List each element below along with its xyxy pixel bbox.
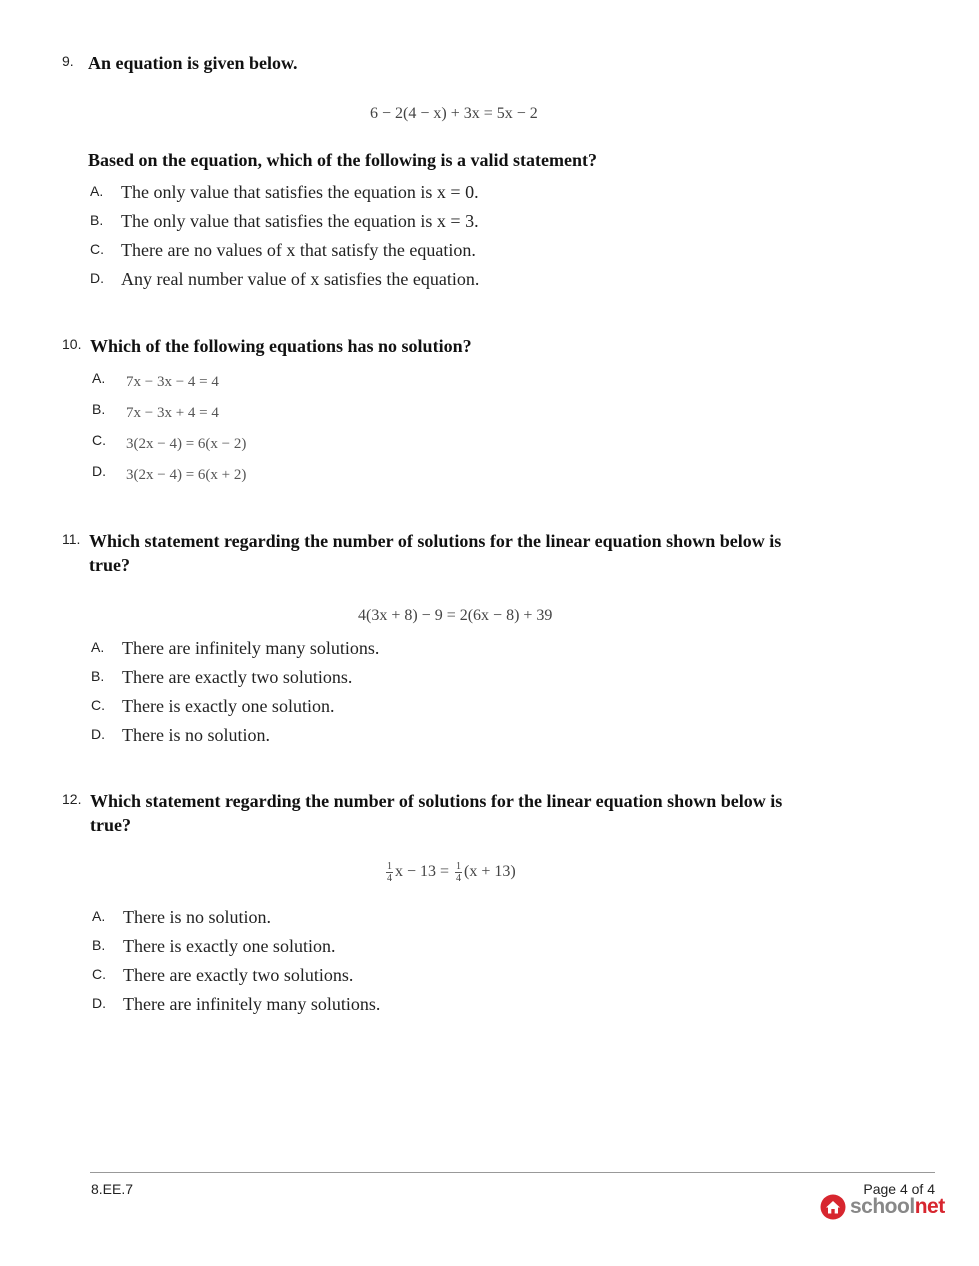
answer-option[interactable]: There is no solution. — [122, 725, 270, 745]
option-letter: C. — [90, 241, 104, 257]
question-prompt-continued: true? — [89, 555, 130, 575]
question-prompt: Which statement regarding the number of solutions for the linear equation shown below is — [89, 531, 782, 551]
fraction — [455, 861, 462, 884]
question-prompt: Which of the following equations has no solution? — [90, 336, 472, 356]
schoolnet-logo — [820, 1193, 945, 1221]
equation — [384, 861, 516, 884]
question-prompt-secondary: Based on the equation, which of the following is a valid statement? — [88, 150, 598, 170]
fraction — [386, 861, 393, 884]
option-letter: D. — [90, 270, 104, 286]
option-letter: A. — [92, 908, 106, 924]
option-letter: A. — [92, 370, 106, 386]
option-letter: D. — [91, 726, 105, 742]
answer-option[interactable]: There is exactly one solution. — [123, 936, 336, 956]
page-indicator: Page 4 of 4 — [863, 1181, 935, 1197]
footer-divider — [90, 1172, 935, 1173]
fraction-numerator: 1 — [387, 861, 392, 872]
answer-option[interactable]: There is exactly one solution. — [122, 696, 335, 716]
option-letter: B. — [92, 937, 106, 953]
standard-code: 8.EE.7 — [91, 1181, 134, 1197]
fraction-numerator: 1 — [456, 861, 462, 872]
answer-option[interactable]: Any real number value of x satisfies the equation. — [121, 269, 480, 289]
answer-option[interactable]: 7x − 3x − 4 = 4 — [126, 374, 219, 390]
question-prompt: An equation is given below. — [88, 53, 298, 73]
equation-middle: x − 13 = — [395, 863, 450, 881]
answer-option[interactable]: There is no solution. — [123, 907, 271, 927]
answer-option[interactable]: 3(2x − 4) = 6(x − 2) — [126, 436, 247, 452]
option-letter: A. — [90, 183, 104, 199]
option-letter: D. — [92, 995, 106, 1011]
question-number: 9. — [62, 53, 74, 69]
equation: 4(3x + 8) − 9 = 2(6x − 8) + 39 — [358, 607, 553, 624]
option-letter: C. — [92, 966, 106, 982]
equation: 6 − 2(4 − x) + 3x = 5x − 2 — [370, 105, 538, 122]
option-letter: B. — [90, 212, 104, 228]
logo-wordmark: schoolnet — [850, 1195, 945, 1218]
option-letter: A. — [91, 639, 105, 655]
answer-option[interactable]: 7x − 3x + 4 = 4 — [126, 405, 219, 421]
question-number: 12. — [62, 791, 82, 807]
answer-option[interactable]: There are no values of x that satisfy the equation. — [121, 240, 476, 260]
fraction-denominator: 4 — [387, 873, 392, 884]
answer-option[interactable]: The only value that satisfies the equation is x = 3. — [121, 211, 479, 231]
option-letter: D. — [92, 463, 106, 479]
answer-option[interactable]: There are exactly two solutions. — [122, 667, 353, 687]
question-number: 10. — [62, 336, 82, 352]
equation-tail: (x + 13) — [464, 863, 516, 881]
option-letter: B. — [91, 668, 105, 684]
answer-option[interactable]: 3(2x − 4) = 6(x + 2) — [126, 467, 247, 483]
answer-option[interactable]: There are exactly two solutions. — [123, 965, 354, 985]
answer-option[interactable]: There are infinitely many solutions. — [123, 994, 381, 1014]
house-icon — [820, 1194, 846, 1220]
option-letter: B. — [92, 401, 106, 417]
fraction-denominator: 4 — [456, 873, 462, 884]
question-prompt-continued: true? — [90, 815, 131, 835]
question-prompt: Which statement regarding the number of solutions for the linear equation shown below is — [90, 791, 783, 811]
answer-option[interactable]: There are infinitely many solutions. — [122, 638, 380, 658]
option-letter: C. — [91, 697, 105, 713]
question-number: 11. — [62, 531, 81, 547]
option-letter: C. — [92, 432, 106, 448]
answer-option[interactable]: The only value that satisfies the equation is x = 0. — [121, 182, 479, 202]
